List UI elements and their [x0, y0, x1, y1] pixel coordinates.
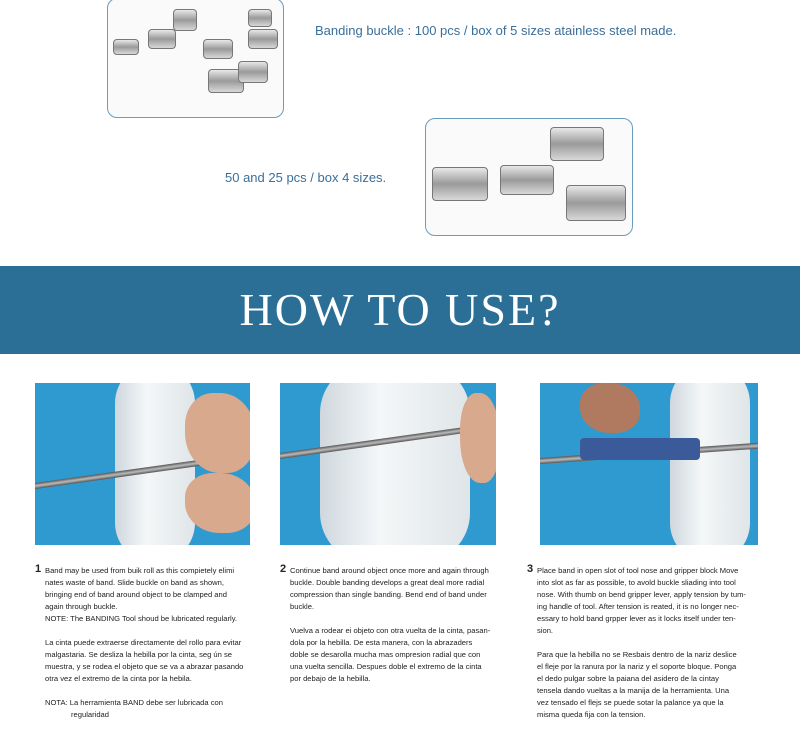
step-1-instructions — [35, 565, 275, 721]
step-number: 2 — [280, 563, 287, 575]
text-line: ing handle of tool. After tension is reated, it is no longer nec- — [537, 602, 739, 611]
banner-title: HOW TO USE? — [239, 284, 561, 335]
step-number: 3 — [527, 563, 534, 575]
text-line: otra vez el extremo de la cinta por la hebila. — [45, 674, 192, 683]
text-line: misma queda fija con la tension. — [537, 710, 646, 719]
text-line: buckle. Double banding develops a great deal more radial — [290, 578, 485, 587]
text-line: into slot as far as possible, to avold buckle sliading into tool — [537, 578, 736, 587]
text-line: tensela dando vueltas a la manija de la herramienta. Una — [537, 686, 730, 695]
step-3-instructions — [527, 565, 797, 721]
text-line: regularidad — [71, 710, 109, 719]
step-1-photo — [35, 383, 250, 545]
text-line: por debajo de la hebilla. — [290, 674, 371, 683]
how-to-use-banner — [0, 266, 800, 354]
text-line: bringing end of band around object to be clamped and — [45, 590, 227, 599]
step-2-instructions — [280, 565, 520, 685]
text-line: una vuelta sencilla. Despues doble el extremo de la cinta — [290, 662, 482, 671]
text-line: Para que la hebilla no se Resbais dentro de la nariz deslice — [537, 650, 737, 659]
buckle-photo-50pcs — [425, 118, 633, 236]
text-line: NOTE: The BANDING Tool shoud be lubricated regularly. — [45, 614, 238, 623]
text-line: buckle. — [290, 602, 315, 611]
product-caption-2: 50 and 25 pcs / box 4 sizes. — [225, 170, 387, 185]
text-line: essary to hold band grpper lever as it locks itself under ten- — [537, 614, 736, 623]
step-2-photo — [280, 383, 496, 545]
text-line: Vuelva a rodear ei objeto con otra vuelta de la cinta, pasan- — [290, 626, 491, 635]
text-line: vez tensado el flejs se puede sotar la palance ya que la — [537, 698, 724, 707]
text-line: nose. With thumb on bend gripper lever, apply tension by tum- — [537, 590, 746, 599]
text-line: dola por la hebilla. De esta manera, con la abrazaders — [290, 638, 473, 647]
text-line: La cinta puede extraerse directamente del rollo para evitar — [45, 638, 242, 647]
text-line: Continue band around object once more and again through — [290, 566, 489, 575]
step-3-photo — [540, 383, 758, 545]
text-line: nates waste of band. Slide buckle on band as shown, — [45, 578, 224, 587]
text-line: Band may be used from buik roll as this compietely elimi — [45, 566, 235, 575]
text-line: compression than single banding. Bend end of band under — [290, 590, 487, 599]
buckle-photo-100pcs — [107, 0, 284, 118]
text-line: Place band in open slot of tool nose and gripper block Move — [537, 566, 739, 575]
text-line: again through buckle. — [45, 602, 118, 611]
text-line: sion. — [537, 626, 554, 635]
text-line: muestra, y se rodea el objeto que se va a abrazar pasando — [45, 662, 244, 671]
text-line: NOTA: La herramienta BAND debe ser lubricada con — [45, 698, 223, 707]
step-number: 1 — [35, 563, 42, 575]
text-line: doble se desarolla mucha mas ompresion radial que con — [290, 650, 481, 659]
text-line: el dedo pulgar sobre la paiana del asidero de la cintay — [537, 674, 719, 683]
text-line: malgastaria. Se desliza la hebilla por la cinta, seg ún se — [45, 650, 232, 659]
text-line: el fleje por la ranura por la nariz y el soporte bloque. Ponga — [537, 662, 737, 671]
product-caption-1: Banding buckle : 100 pcs / box of 5 sizes atainless steel made. — [315, 23, 677, 38]
